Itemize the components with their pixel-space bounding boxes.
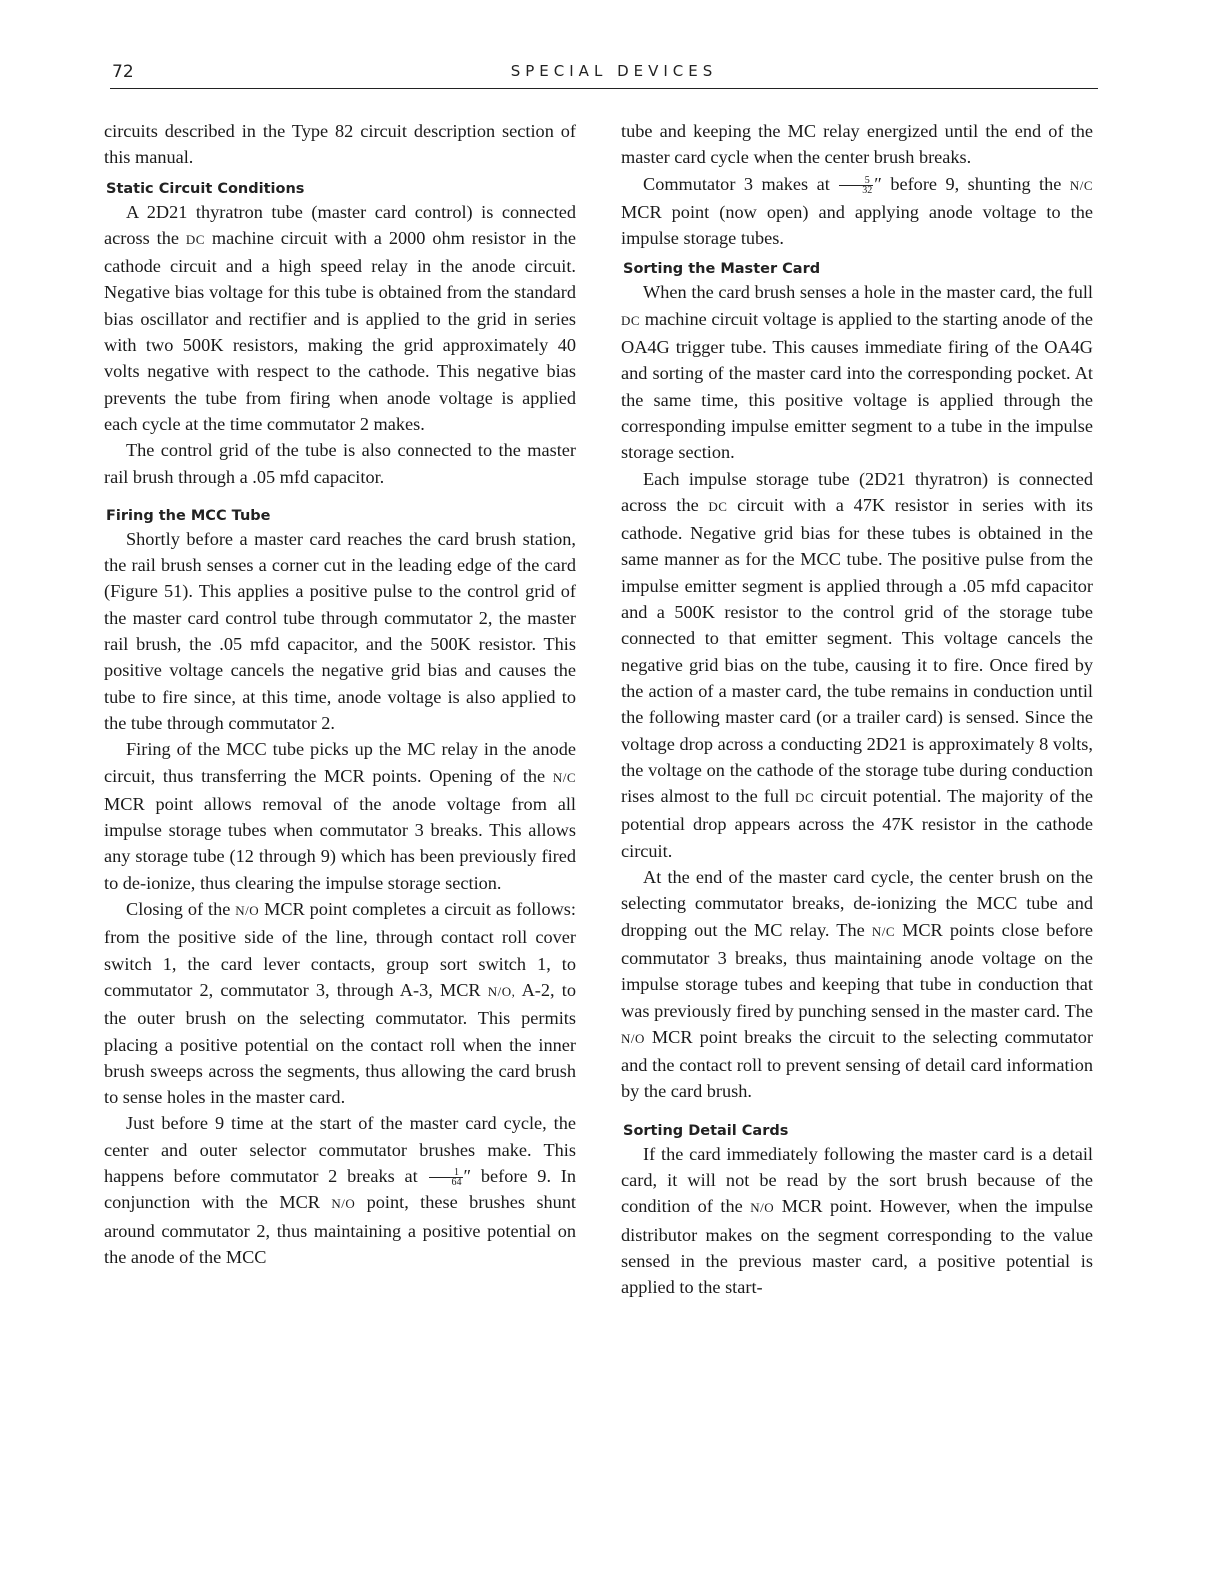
abbrev-no: N/O <box>750 1200 775 1216</box>
paragraph: The control grid of the tube is also connected to the master rail brush through a .05 mfd capacitor. <box>104 440 576 487</box>
abbrev-no: N/O <box>331 1196 356 1212</box>
abbrev-no: N/O, <box>487 983 516 999</box>
paragraph: At the end of the master card cycle, the center brush on the selecting commutator breaks, de-ionizing the MCC tube and dropping out the MC relay. The N/C MCR points close before commutator 3 breaks, thus maintaining anode voltage on the impulse storage tubes and keeping that tube in conduction that was previously fired by punching sensed in the master card. The N/O MCR point breaks the circuit to the selecting commutator and the contact roll to prevent sensing of detail card information by the card brush. <box>621 867 1093 1102</box>
paragraph: Firing of the MCC tube picks up the MC relay in the anode circuit, thus transferring the MCR points. Opening of the N/C MCR point allows removal of the anode voltage from all impulse storage tubes when commutator 3 breaks. This allows any storage tube (12 through 9) which has been previously fired to de-ionize, thus clearing the impulse storage section. <box>104 739 576 893</box>
page-header <box>110 60 1098 89</box>
section-heading-sorting-detail: Sorting Detail Cards <box>623 1122 789 1139</box>
paragraph: tube and keeping the MC relay energized until the end of the master card cycle when the center brush breaks. <box>621 121 1093 168</box>
right-column <box>621 118 1093 1300</box>
abbrev-no: N/O <box>621 1030 645 1046</box>
section-heading-static-circuit: Static Circuit Conditions <box>106 180 305 197</box>
abbrev-dc: DC <box>621 312 641 328</box>
abbrev-dc: DC <box>185 231 205 247</box>
running-head: SPECIAL DEVICES <box>510 62 718 80</box>
paragraph: If the card immediately following the master card is a detail card, it will not be read by the sort brush because of the condition of the N/O MCR point. However, when the impulse distributor makes on the segment corresponding to the value sensed in the previous master card, a positive potential is applied to the start- <box>621 1143 1093 1298</box>
page-number: 72 <box>112 62 134 82</box>
paragraph: Commutator 3 makes at $\frac{5}{32}$ ″ before 9, shunting the N/C MCR point (now open) and applying anode voltage to the impulse storage tubes. <box>621 173 1094 249</box>
abbrev-nc: N/C <box>871 923 895 939</box>
paragraph: When the card brush senses a hole in the master card, the full DC machine circuit voltage is applied to the starting anode of the OA4G trigger tube. This causes immediate firing of the OA4G and sorting of the master card into the corresponding pocket. At the same time, this positive voltage is applied through the corresponding impulse emitter segment to a tube in the impulse storage section. <box>621 282 1093 463</box>
section-heading-sorting-master: Sorting the Master Card <box>623 261 821 278</box>
abbrev-nc: N/C <box>552 769 576 785</box>
abbrev-nc: N/C <box>1069 177 1094 193</box>
paragraph: Shortly before a master card reaches the card brush station, the rail brush senses a corner cut in the leading edge of the card (Figure 51). This applies a positive pulse to the control grid of the master card control tube through commutator 2, the master rail brush, the .05 mfd capacitor, and the 500K resistor. This positive voltage cancels the negative grid bias and causes the tube to fire since, at this time, anode voltage is also applied to the tube through commutator 2. <box>104 528 576 733</box>
section-heading-firing-mcc: Firing the MCC Tube <box>106 507 271 524</box>
abbrev-dc: DC <box>795 790 815 806</box>
fraction: $\frac{5}{32}$ <box>839 176 873 195</box>
abbrev-no: N/O <box>235 903 260 919</box>
left-column <box>104 118 576 1270</box>
paragraph: Closing of the N/O MCR point completes a circuit as follows: from the positive side of the line, through contact roll cover switch 1, the card lever contacts, group sort switch 1, to commutator 2, commutator 3, through A-3, MCR N/O, A-2, to the outer brush on the selecting commutator. This permits placing a positive potential on the contact roll when the inner brush sweeps across the segments, thus allowing the card brush to sense holes in the master card. <box>104 899 576 1108</box>
paragraph: Each impulse storage tube (2D21 thyratron) is connected across the DC circuit with a 47K resistor in series with its cathode. Negative grid bias for these tubes is obtained in the same manner as for the MCC tube. The positive pulse from the impulse emitter segment is applied through a .05 mfd capacitor and a 500K resistor to the control grid of the storage tube connected to that emitter segment. This voltage cancels the negative grid bias on the tube, causing it to fire. Once fired by the action of a master card, the tube remains in conduction until the following master card (or a trailer card) is sensed. Since the voltage drop across a conducting 2D21 is approximately 8 volts, the voltage on the cathode of the storage tube during conduction rises almost to the full DC circuit potential. The majority of the potential drop appears across the 47K resistor in the cathode circuit. <box>621 468 1093 861</box>
paragraph: A 2D21 thyratron tube (master card control) is connected across the DC machine circuit with a 2000 ohm resistor in the cathode circuit and a high speed relay in the anode circuit. Negative bias voltage for this tube is obtained from the standard bias oscillator and rectifier and is applied to the grid in series with two 500K resistors, making the grid approximately 40 volts negative with respect to the cathode. This negative bias prevents the tube from firing when anode voltage is applied each cycle at the time commutator 2 makes. <box>104 201 576 434</box>
paragraph: circuits described in the Type 82 circuit description section of this manual. <box>104 121 576 168</box>
fraction: $\frac{1}{64}$ <box>429 1168 463 1187</box>
abbrev-dc: DC <box>708 498 728 514</box>
paragraph: Just before 9 time at the start of the master card cycle, the center and outer selector commutator brushes make. This happens before commutator 2 breaks at $\frac{1}{64}$ ″ before 9. In conjunction with the MCR N/O point, these brushes shunt around commutator 2, thus maintaining a positive potential on the anode of the MCC <box>104 1113 576 1267</box>
